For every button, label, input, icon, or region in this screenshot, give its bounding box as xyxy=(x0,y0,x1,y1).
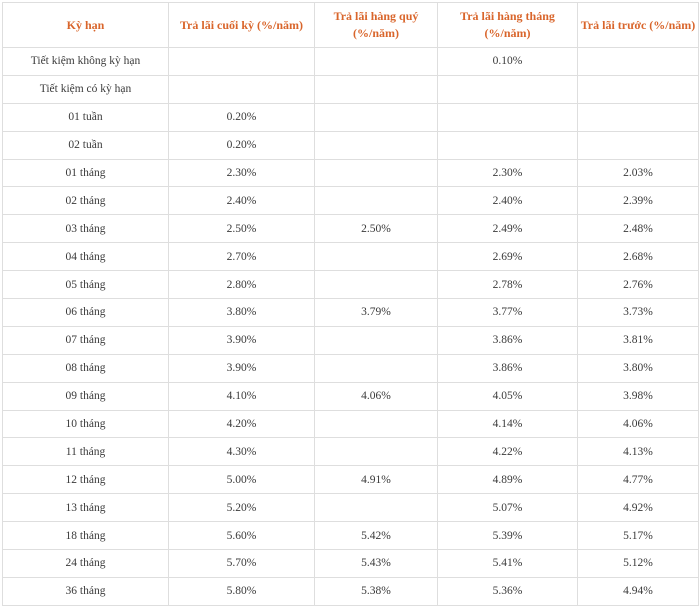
table-row xyxy=(3,577,699,605)
prepaid-rate-cell: 2.68% xyxy=(578,243,699,271)
prepaid-rate-cell: 4.77% xyxy=(578,466,699,494)
end-of-term-rate-cell: 5.00% xyxy=(169,466,315,494)
monthly-rate-cell: 4.89% xyxy=(438,466,578,494)
end-of-term-rate-cell: 5.20% xyxy=(169,494,315,522)
end-of-term-rate-cell: 5.80% xyxy=(169,577,315,605)
table-row xyxy=(3,382,699,410)
term-cell: Tiết kiệm không kỳ hạn xyxy=(3,48,169,76)
end-of-term-rate-cell xyxy=(169,75,315,103)
monthly-rate-cell: 2.69% xyxy=(438,243,578,271)
monthly-rate-cell: 0.10% xyxy=(438,48,578,76)
monthly-rate-cell: 3.86% xyxy=(438,354,578,382)
monthly-rate-cell: 5.07% xyxy=(438,494,578,522)
term-cell: 08 tháng xyxy=(3,354,169,382)
monthly-rate-cell xyxy=(438,131,578,159)
prepaid-rate-cell: 3.73% xyxy=(578,299,699,327)
term-cell: 07 tháng xyxy=(3,326,169,354)
monthly-rate-cell: 2.30% xyxy=(438,159,578,187)
table-row xyxy=(3,494,699,522)
table-row xyxy=(3,159,699,187)
end-of-term-rate-cell: 3.90% xyxy=(169,326,315,354)
quarterly-rate-cell xyxy=(315,187,438,215)
table-row xyxy=(3,103,699,131)
term-cell: 03 tháng xyxy=(3,215,169,243)
term-cell: 12 tháng xyxy=(3,466,169,494)
prepaid-rate-cell: 5.12% xyxy=(578,550,699,578)
end-of-term-rate-cell: 0.20% xyxy=(169,131,315,159)
end-of-term-rate-cell: 3.80% xyxy=(169,299,315,327)
prepaid-rate-cell: 2.76% xyxy=(578,271,699,299)
prepaid-rate-cell: 4.94% xyxy=(578,577,699,605)
end-of-term-rate-cell: 3.90% xyxy=(169,354,315,382)
term-cell: 13 tháng xyxy=(3,494,169,522)
end-of-term-rate-cell: 2.70% xyxy=(169,243,315,271)
table-row xyxy=(3,326,699,354)
table-row xyxy=(3,522,699,550)
monthly-rate-cell: 2.40% xyxy=(438,187,578,215)
end-of-term-rate-cell xyxy=(169,48,315,76)
quarterly-rate-cell xyxy=(315,48,438,76)
table-row xyxy=(3,299,699,327)
table-row xyxy=(3,550,699,578)
term-cell: 36 tháng xyxy=(3,577,169,605)
prepaid-rate-cell xyxy=(578,103,699,131)
end-of-term-rate-cell: 0.20% xyxy=(169,103,315,131)
table-row xyxy=(3,48,699,76)
table-row xyxy=(3,187,699,215)
quarterly-rate-cell: 5.38% xyxy=(315,577,438,605)
term-cell: 05 tháng xyxy=(3,271,169,299)
monthly-rate-cell: 4.05% xyxy=(438,382,578,410)
monthly-rate-cell: 4.22% xyxy=(438,438,578,466)
prepaid-rate-cell xyxy=(578,48,699,76)
table-row xyxy=(3,215,699,243)
header-row xyxy=(3,3,699,48)
term-cell: 24 tháng xyxy=(3,550,169,578)
quarterly-rate-cell xyxy=(315,410,438,438)
monthly-rate-cell: 3.86% xyxy=(438,326,578,354)
monthly-rate-cell: 3.77% xyxy=(438,299,578,327)
term-cell: 01 tuần xyxy=(3,103,169,131)
quarterly-rate-cell xyxy=(315,103,438,131)
term-cell: 10 tháng xyxy=(3,410,169,438)
end-of-term-rate-cell: 5.60% xyxy=(169,522,315,550)
monthly-rate-cell xyxy=(438,103,578,131)
prepaid-rate-cell: 3.98% xyxy=(578,382,699,410)
prepaid-rate-cell: 2.48% xyxy=(578,215,699,243)
term-cell: 04 tháng xyxy=(3,243,169,271)
end-of-term-rate-cell: 4.20% xyxy=(169,410,315,438)
quarterly-rate-cell: 4.91% xyxy=(315,466,438,494)
term-cell: 02 tháng xyxy=(3,187,169,215)
quarterly-rate-cell xyxy=(315,75,438,103)
prepaid-rate-cell: 3.80% xyxy=(578,354,699,382)
end-of-term-rate-cell: 2.50% xyxy=(169,215,315,243)
prepaid-rate-cell: 3.81% xyxy=(578,326,699,354)
quarterly-rate-cell xyxy=(315,354,438,382)
header-monthly: Trả lãi hàng tháng (%/năm) xyxy=(438,3,578,48)
header-term: Kỳ hạn xyxy=(3,3,169,48)
quarterly-rate-cell xyxy=(315,326,438,354)
prepaid-rate-cell xyxy=(578,75,699,103)
quarterly-rate-cell xyxy=(315,494,438,522)
prepaid-rate-cell: 2.03% xyxy=(578,159,699,187)
prepaid-rate-cell: 5.17% xyxy=(578,522,699,550)
quarterly-rate-cell xyxy=(315,131,438,159)
term-cell: 09 tháng xyxy=(3,382,169,410)
end-of-term-rate-cell: 2.30% xyxy=(169,159,315,187)
prepaid-rate-cell: 2.39% xyxy=(578,187,699,215)
prepaid-rate-cell: 4.06% xyxy=(578,410,699,438)
monthly-rate-cell xyxy=(438,75,578,103)
prepaid-rate-cell xyxy=(578,131,699,159)
term-cell: 18 tháng xyxy=(3,522,169,550)
monthly-rate-cell: 2.78% xyxy=(438,271,578,299)
table-row xyxy=(3,243,699,271)
monthly-rate-cell: 5.41% xyxy=(438,550,578,578)
quarterly-rate-cell: 5.42% xyxy=(315,522,438,550)
header-end-of-term: Trả lãi cuối kỳ (%/năm) xyxy=(169,3,315,48)
table-body xyxy=(3,48,699,606)
prepaid-rate-cell: 4.13% xyxy=(578,438,699,466)
table-row xyxy=(3,131,699,159)
header-prepaid: Trả lãi trước (%/năm) xyxy=(578,3,699,48)
term-cell: 11 tháng xyxy=(3,438,169,466)
monthly-rate-cell: 4.14% xyxy=(438,410,578,438)
table-header xyxy=(3,3,699,48)
end-of-term-rate-cell: 2.40% xyxy=(169,187,315,215)
table-row xyxy=(3,75,699,103)
end-of-term-rate-cell: 4.30% xyxy=(169,438,315,466)
end-of-term-rate-cell: 5.70% xyxy=(169,550,315,578)
term-cell: 01 tháng xyxy=(3,159,169,187)
quarterly-rate-cell: 2.50% xyxy=(315,215,438,243)
header-quarterly: Trả lãi hàng quý (%/năm) xyxy=(315,3,438,48)
table-row xyxy=(3,271,699,299)
interest-rate-table xyxy=(2,2,699,606)
table-row xyxy=(3,354,699,382)
end-of-term-rate-cell: 2.80% xyxy=(169,271,315,299)
monthly-rate-cell: 5.36% xyxy=(438,577,578,605)
quarterly-rate-cell xyxy=(315,271,438,299)
monthly-rate-cell: 5.39% xyxy=(438,522,578,550)
term-cell: Tiết kiệm có kỳ hạn xyxy=(3,75,169,103)
quarterly-rate-cell xyxy=(315,438,438,466)
table-row xyxy=(3,438,699,466)
table-row xyxy=(3,410,699,438)
quarterly-rate-cell xyxy=(315,159,438,187)
monthly-rate-cell: 2.49% xyxy=(438,215,578,243)
end-of-term-rate-cell: 4.10% xyxy=(169,382,315,410)
quarterly-rate-cell xyxy=(315,243,438,271)
quarterly-rate-cell: 5.43% xyxy=(315,550,438,578)
term-cell: 02 tuần xyxy=(3,131,169,159)
term-cell: 06 tháng xyxy=(3,299,169,327)
quarterly-rate-cell: 4.06% xyxy=(315,382,438,410)
table-row xyxy=(3,466,699,494)
quarterly-rate-cell: 3.79% xyxy=(315,299,438,327)
prepaid-rate-cell: 4.92% xyxy=(578,494,699,522)
